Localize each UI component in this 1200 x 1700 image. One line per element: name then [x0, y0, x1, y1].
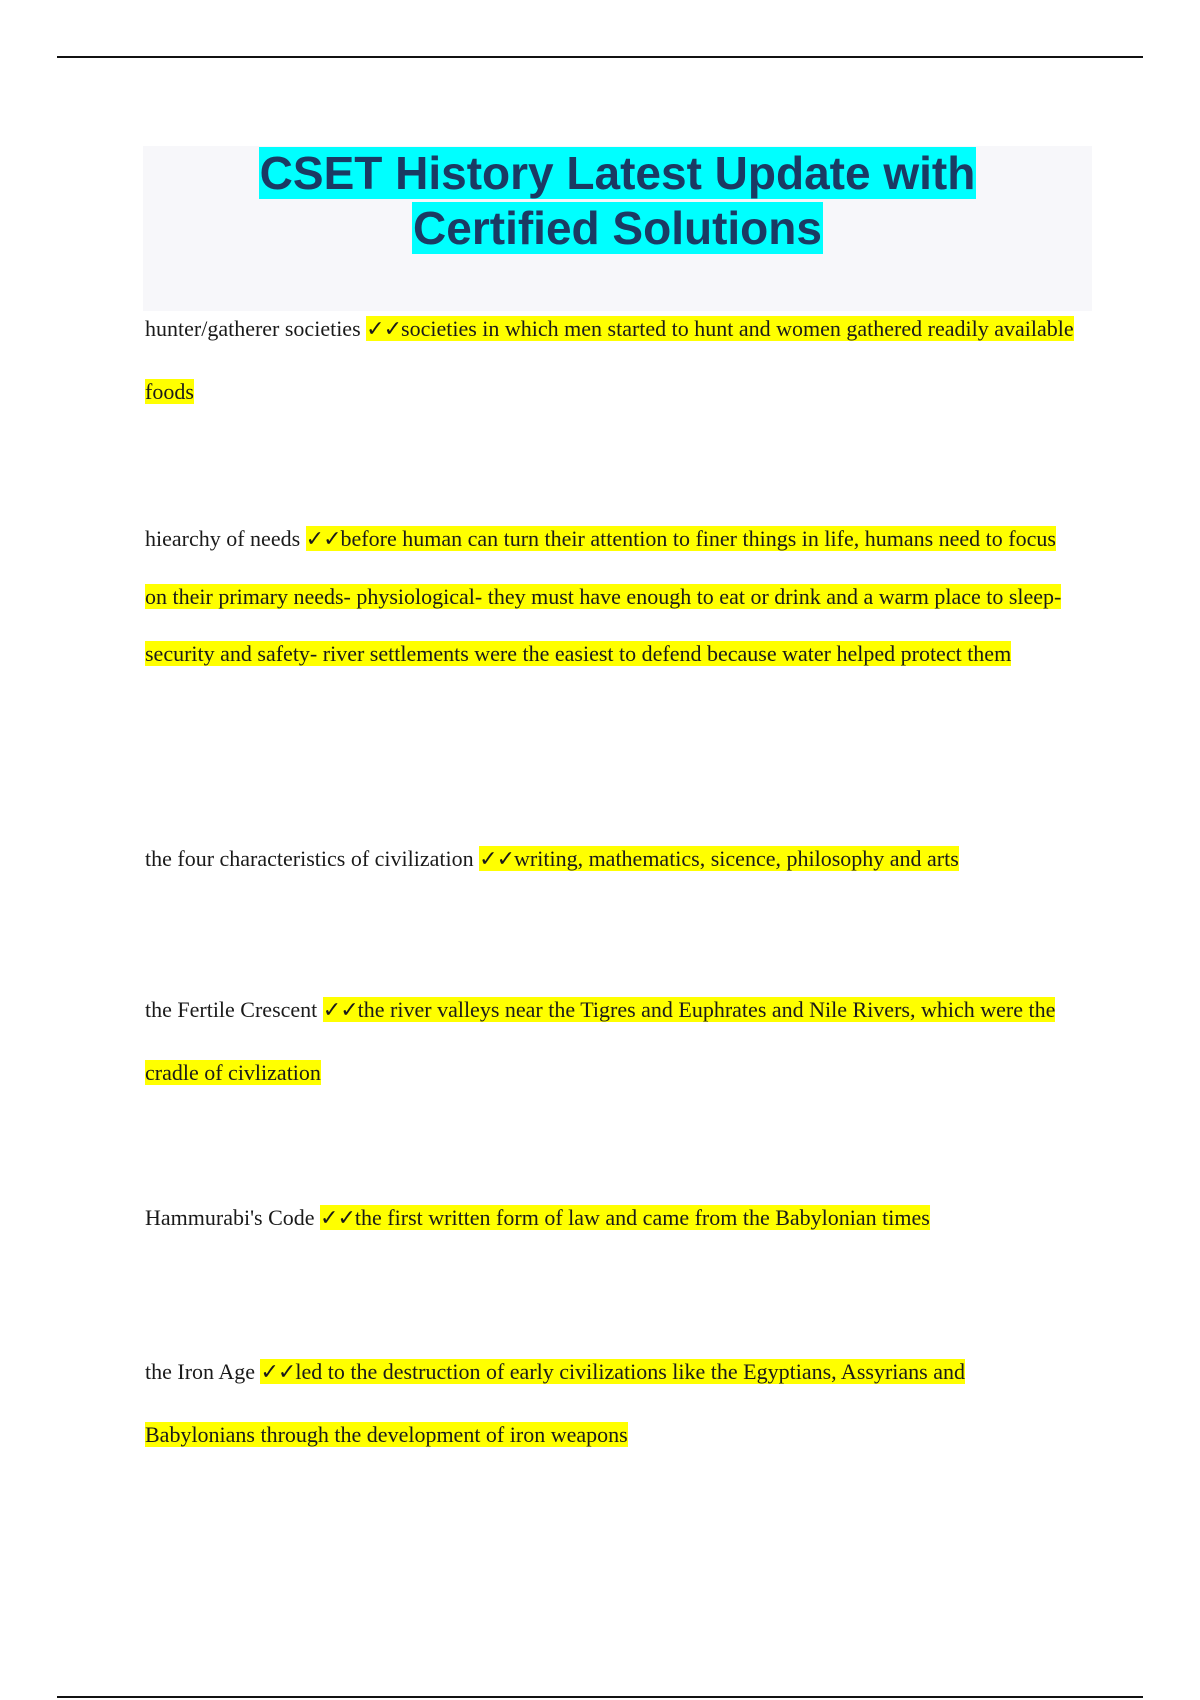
- double-check-icon: ✓✓: [479, 847, 515, 872]
- entry-term: hiearchy of needs: [145, 526, 301, 551]
- entry-fertile-crescent: [145, 979, 1080, 1104]
- entry-four-characteristics: [145, 828, 1080, 891]
- document-title: [143, 146, 1092, 256]
- entry-answer: [320, 1205, 930, 1230]
- title-block: [143, 146, 1092, 311]
- entry-answer-text: writing, mathematics, sicence, philosophy and arts: [514, 846, 959, 871]
- title-line-2: Certified Solutions: [413, 202, 822, 254]
- entry-answer-text: led to the destruction of early civilizations like the Egyptians, Assyrians and Babylonians through the development of iron weapons: [145, 1359, 965, 1447]
- entry-answer-text: societies in which men started to hunt and women gathered readily available foods: [145, 316, 1074, 404]
- entry-term: the Fertile Crescent: [145, 997, 318, 1022]
- entry-answer-text: the river valleys near the Tigres and Euphrates and Nile Rivers, which were the cradle of civlization: [145, 997, 1056, 1085]
- entry-answer-text: before human can turn their attention to finer things in life, humans need to focus on their primary needs- physiological- they must have enough to eat or drink and a warm place to sleep- security and safety- river settlements were the easiest to defend because water helped protect them: [145, 526, 1062, 666]
- double-check-icon: ✓✓: [260, 1360, 296, 1385]
- double-check-icon: ✓✓: [320, 1206, 355, 1231]
- top-rule: [57, 56, 1143, 58]
- double-check-icon: ✓✓: [366, 317, 402, 342]
- entry-iron-age: [145, 1341, 1080, 1466]
- entry-answer-text: the first written form of law and came from the Babylonian times: [354, 1205, 930, 1230]
- entry-term: Hammurabi's Code: [145, 1205, 315, 1230]
- double-check-icon: ✓✓: [305, 527, 341, 552]
- entry-term: the four characteristics of civilization: [145, 846, 474, 871]
- entry-hunter-gatherer: [145, 298, 1080, 423]
- entry-answer: [479, 846, 959, 871]
- entry-term: hunter/gatherer societies: [145, 316, 361, 341]
- entry-answer: [145, 1359, 965, 1447]
- entry-hierarchy-of-needs: [145, 510, 1080, 682]
- entry-term: the Iron Age: [145, 1359, 255, 1384]
- entry-hammurabis-code: [145, 1187, 1080, 1250]
- double-check-icon: ✓✓: [322, 998, 358, 1023]
- bottom-rule: [57, 1696, 1143, 1698]
- title-line-1: CSET History Latest Update with: [259, 147, 976, 199]
